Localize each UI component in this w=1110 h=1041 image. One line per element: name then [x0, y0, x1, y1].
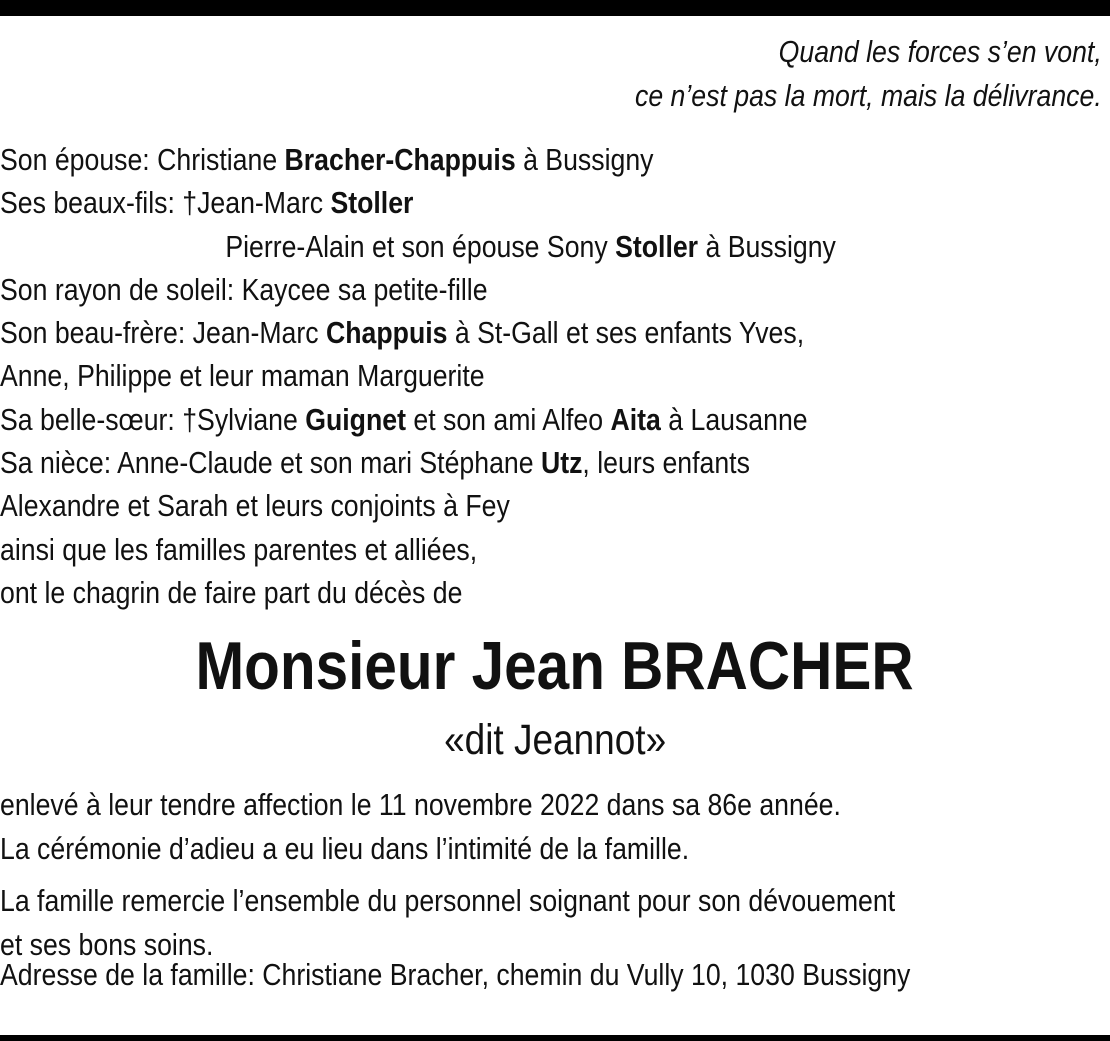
niece-line: Sa nièce: Anne-Claude et son mari Stéphane Utz, leurs enfants — [0, 445, 750, 481]
brother-in-law-continued: Anne, Philippe et leur maman Marguerite — [0, 358, 485, 394]
stepsons-line-1: Ses beaux-fils: †Jean-Marc Stoller — [0, 185, 414, 221]
family-address — [0, 953, 910, 997]
ceremony-line: La cérémonie d’adieu a eu lieu dans l’intimité de la famille. — [0, 830, 690, 866]
deceased-name: Monsieur Jean BRACHER — [195, 628, 915, 704]
epigraph-quote — [635, 30, 1102, 118]
stepsons-line-2: Pierre-Alain et son épouse Sony Stoller à Bussigny — [225, 228, 836, 264]
niece-surname: Utz — [540, 445, 583, 481]
partner-surname: Aita — [610, 401, 661, 437]
granddaughter-line: Son rayon de soleil: Kaycee sa petite-fille — [0, 271, 488, 307]
stepson-surname-2: Stoller — [615, 228, 699, 264]
brother-in-law-surname: Chappuis — [326, 315, 448, 351]
bottom-border-rule — [0, 1035, 1110, 1041]
closing-line-1: ainsi que les familles parentes et alliées, — [0, 531, 478, 567]
sister-in-law-line: Sa belle-sœur: †Sylviane Guignet et son ami Alfeo Aita à Lausanne — [0, 401, 808, 437]
brother-in-law-line: Son beau-frère: Jean-Marc Chappuis à St-Gall et ses enfants Yves, — [0, 315, 805, 351]
deceased-nickname: «dit Jeannot» — [443, 716, 667, 764]
death-date-line: enlevé à leur tendre affection le 11 novembre 2022 dans sa 86e année. — [0, 787, 841, 822]
address-line: Adresse de la famille: Christiane Bracher, chemin du Vully 10, 1030 Bussigny — [0, 957, 911, 992]
spouse-surname: Bracher-Chappuis — [284, 142, 516, 177]
death-details — [0, 783, 841, 870]
thanks-line-1: La famille remercie l’ensemble du personnel soignant pour son dévouement — [0, 883, 896, 918]
top-border-rule — [0, 0, 1110, 16]
epigraph-line-2: ce n’est pas la mort, mais la délivrance. — [635, 78, 1102, 113]
stepson-surname-1: Stoller — [330, 185, 414, 221]
closing-line-2: ont le chagrin de faire part du décès de — [0, 574, 463, 610]
spouse-line: Son épouse: Christiane Bracher-Chappuis à Bussigny — [0, 142, 654, 177]
epigraph-line-1: Quand les forces s’en vont, — [778, 34, 1102, 69]
niece-continued: Alexandre et Sarah et leurs conjoints à Fey — [0, 488, 510, 524]
family-list — [0, 138, 836, 614]
sister-in-law-surname: Guignet — [305, 401, 406, 437]
thanks-line-2: et ses bons soins. — [0, 926, 214, 962]
